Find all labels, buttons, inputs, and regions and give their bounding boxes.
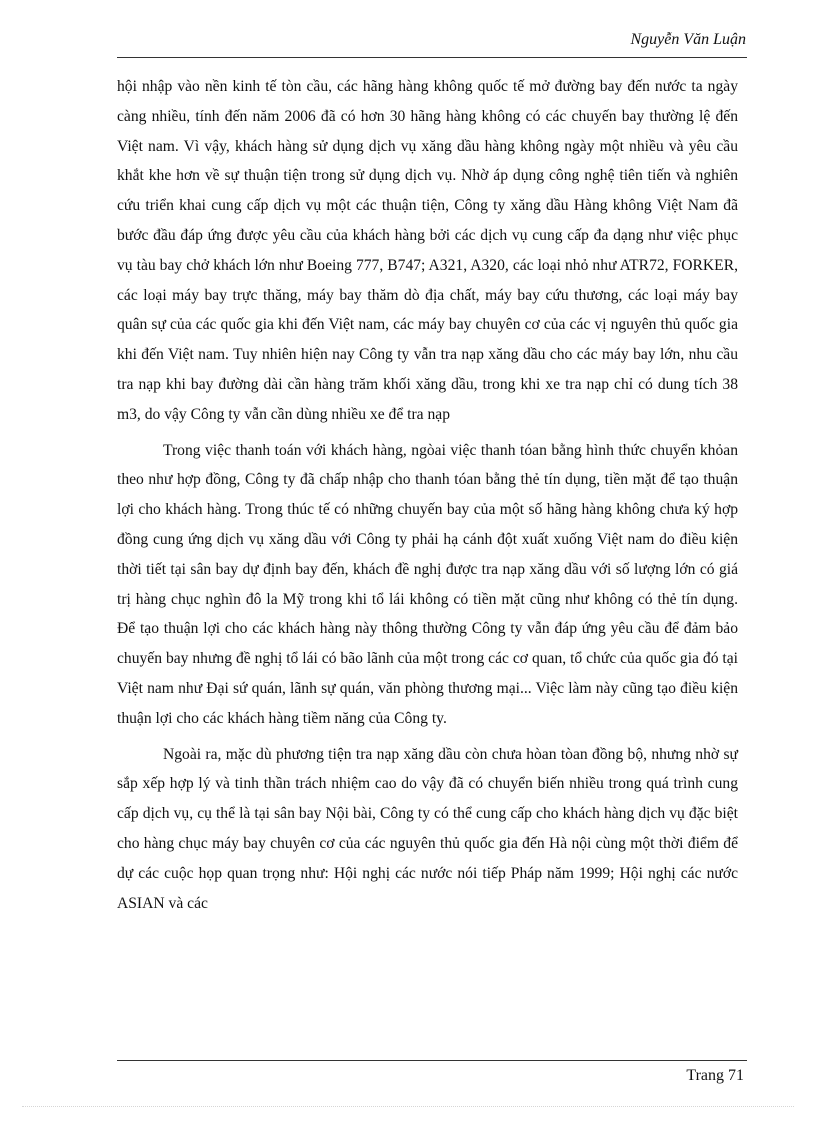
body-text: [117, 72, 738, 924]
paragraph: Ngoài ra, mặc dù phương tiện tra nạp xăng dầu còn chưa hòan tòan đồng bộ, nhưng nhờ sự sắp xếp hợp lý và tinh thần trách nhiệm cao do vậy đã có chuyển biến nhiều trong quá trình cung cấp dịch vụ, cụ thể là tại sân bay Nội bài, Công ty có thể cung cấp cho khách hàng dịch vụ đặc biệt cho hàng chục máy bay chuyên cơ của các nguyên thủ quốc gia đến Hà nội cùng một thời điểm để dự các cuộc họp quan trọng như: Hội nghị các nước nói tiếp Pháp năm 1999; Hội nghị các nước ASIAN và các: [117, 745, 738, 912]
page-number: Trang 71: [686, 1067, 744, 1084]
paragraph: Trong việc thanh toán với khách hàng, ngòai việc thanh tóan bằng hình thức chuyển khỏan theo như hợp đồng, Công ty đã chấp nhập cho thanh tóan bằng thẻ tín dụng, tiền mặt để tạo thuận lợi cho khách hàng. Trong thúc tế có những chuyến bay của một số hãng hàng không chưa ký hợp đồng cung ứng dịch vụ xăng dầu với Công ty phải hạ cánh đột xuất xuống Việt nam do điều kiện thời tiết tại sân bay dự định bay đến, khách đề nghị được tra nạp xăng dầu với số lượng lớn có giá trị hàng chục nghìn đô la Mỹ trong khi tổ lái không có tiền mặt cũng như không có thẻ tín dụng. Để tạo thuận lợi cho các khách hàng này thông thường Công ty vẫn đáp ứng yêu cầu để đảm bảo chuyến bay nhưng đề nghị tổ lái có bão lãnh của một trong các cơ quan, tổ chức của quốc gia đó tại Việt nam như Đại sứ quán, lãnh sự quán, văn phòng thương mại... Việc làm này cũng tạo điều kiện thuận lợi cho các khách hàng tiềm năng của Công ty.: [117, 441, 738, 727]
paragraph: hội nhập vào nền kinh tế tòn cầu, các hãng hàng không quốc tế mở đường bay đến nước ta ngày càng nhiều, tính đến năm 2006 đã có hơn 30 hãng hàng không có các chuyến bay thường lệ đến Việt nam. Vì vậy, khách hàng sử dụng dịch vụ xăng dầu hàng không ngày một nhiều và yêu cầu khắt khe hơn về sự thuận tiện trong sử dụng dịch vụ. Nhờ áp dụng công nghệ tiên tiến và nghiên cứu triển khai cung cấp dịch vụ một các thuận tiện, Công ty xăng dầu Hàng không Việt Nam đã bước đầu đáp ứng được yêu cầu của khách hàng bởi các dịch vụ cung cấp đa dạng như việc phục vụ tàu bay chở khách lớn như Boeing 777, B747; A321, A320, các loại nhỏ như ATR72, FORKER, các loại máy bay trực thăng, máy bay thăm dò địa chất, máy bay cứu thương, các loại máy bay quân sự của các quốc gia khi đến Việt nam, các máy bay chuyên cơ của các vị nguyên thủ quốc gia khi đến Việt nam. Tuy nhiên hiện nay Công ty vẫn tra nạp xăng dầu cho các máy bay lớn, nhu cầu tra nạp khi bay đường dài cần hàng trăm khối xăng dầu, trong khi xe tra nạp chỉ có dung tích 38 m3, do vậy Công ty vẫn cần dùng nhiều xe để tra nạp: [117, 78, 738, 423]
footer-rule: [117, 1060, 747, 1061]
page-edge-divider: [22, 1106, 794, 1107]
header-author: Nguyễn Văn Luận: [630, 31, 746, 48]
header-rule: [117, 57, 747, 58]
